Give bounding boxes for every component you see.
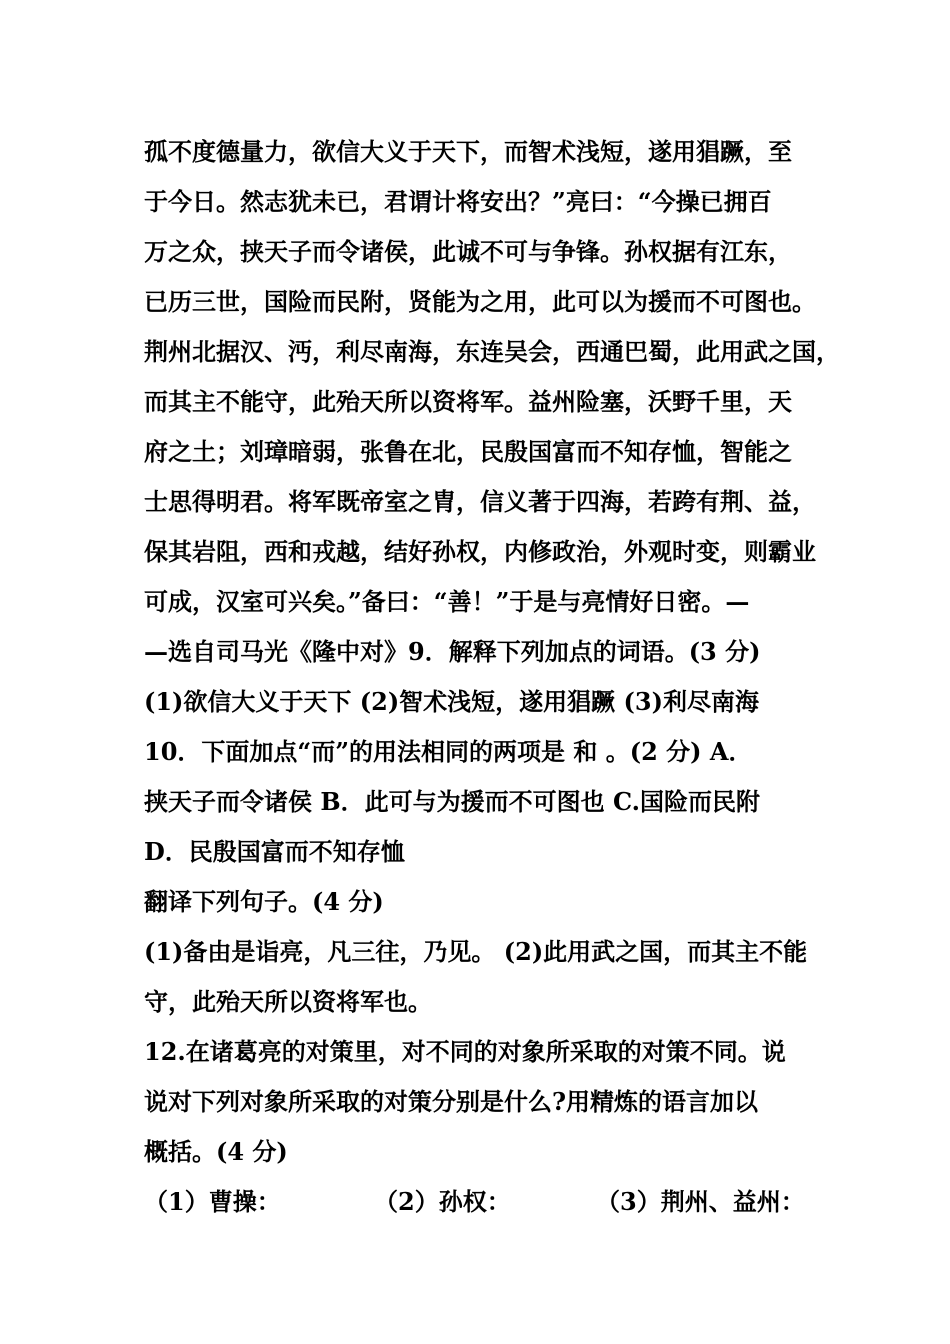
passage-line: 府之土；刘璋暗弱，张鲁在北，民殷国富而不知存恤，智能之 [144,437,792,466]
question-10-line: 10．下面加点“而”的用法相同的两项是 和 。(2 分) A． [144,737,753,766]
question-10 [144,727,844,877]
answer-sun-quan: （2）孙权： [374,1187,511,1216]
passage-line: 士思得明君。将军既帝室之胄，信义著于四海，若跨有荆、益， [144,487,816,516]
question-12 [144,1027,844,1227]
question-11 [144,877,844,1027]
question-12-line: 12.在诸葛亮的对策里，对不同的对象所采取的对策不同。说 [144,1037,786,1066]
question-11-line: (1)备由是诣亮，凡三往，乃见。 (2)此用武之国，而其主不能 [144,937,808,966]
passage-line: 孤不度德量力，欲信大义于天下，而智术浅短，遂用猖蹶，至 [144,137,792,166]
passage-line: 保其岩阻，西和戎越，结好孙权，内修政治，外观时变，则霸业 [144,537,816,566]
question-12-line: 说对下列对象所采取的对策分别是什么?用精炼的语言加以 [144,1087,759,1116]
passage-line: 万之众，挟天子而令诸侯，此诚不可与争锋。孙权据有江东， [144,237,792,266]
passage-line: 已历三世，国险而民附，贤能为之用，此可以为援而不可图也。 [144,287,816,316]
passage-line: 荆州北据汉、沔，利尽南海，东连吴会，西通巴蜀，此用武之国， [144,337,840,366]
question-11-line: 守，此殆天所以资将军也。 [144,987,432,1016]
passage-line: 于今日。然志犹未已，君谓计将安出？”亮曰：“今操已拥百 [144,187,772,216]
passage-line: 可成，汉室可兴矣。”备曰：“善！”于是与亮情好日密。— [144,587,750,616]
question-10-line: D．民殷国富而不知存恤 [144,837,405,866]
passage-line: 而其主不能守，此殆天所以资将军。益州险塞，沃野千里，天 [144,387,792,416]
question-9 [144,677,844,727]
question-10-line: 挟天子而令诸侯 B．此可与为援而不可图也 C.国险而民附 [144,787,761,816]
question-12-line: 概括。(4 分) [144,1137,288,1166]
passage-line: —选自司马光《隆中对》9．解释下列加点的词语。(3 分) [144,637,761,666]
question-12-answers [144,1177,844,1227]
question-9-items: (1)欲信大义于天下 (2)智术浅短，遂用猖蹶 (3)利尽南海 [144,687,759,716]
answer-jingzhou-yizhou: （3）荆州、益州： [596,1187,805,1216]
answer-cao-cao: （1）曹操： [144,1187,281,1216]
question-11-prompt: 翻译下列句子。(4 分) [144,887,384,916]
document-page [144,127,844,1227]
passage [144,127,844,677]
